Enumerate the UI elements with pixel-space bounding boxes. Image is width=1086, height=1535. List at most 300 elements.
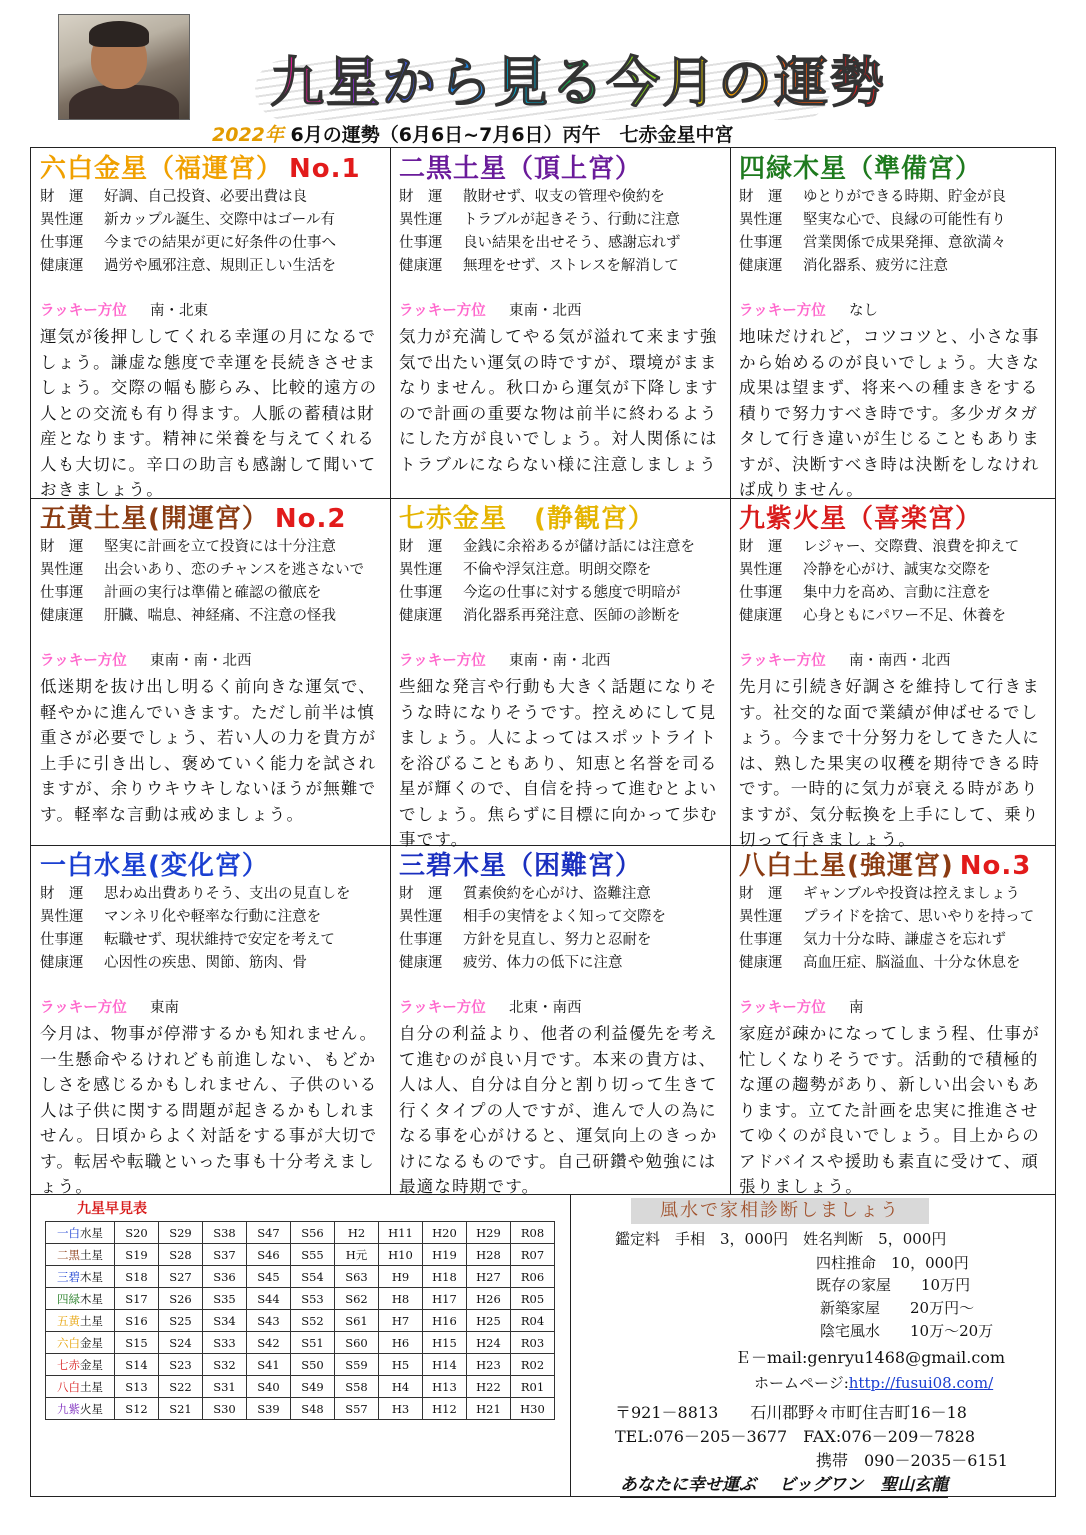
- table-row: [46, 1354, 555, 1376]
- lucky-direction: [739, 997, 1049, 1019]
- table-cell: H21: [467, 1398, 511, 1420]
- fortune-label: 健康運: [40, 258, 84, 274]
- fortune-label: 異性運: [40, 909, 84, 925]
- table-row: [46, 1266, 555, 1288]
- table-cell: H8: [379, 1288, 423, 1310]
- table-cell: S45: [247, 1266, 291, 1288]
- tel-fax: TEL:076－205－3677 FAX:076－209－7828: [615, 1427, 976, 1446]
- table-cell: S55: [291, 1244, 335, 1266]
- lucky-label: ラッキー方位: [399, 653, 486, 669]
- table-star-cell: [46, 1354, 115, 1376]
- table-cell: H24: [467, 1332, 511, 1354]
- fortune-shigoto: [40, 232, 382, 255]
- table-cell: H5: [379, 1354, 423, 1376]
- fortune-label: 財 運: [739, 189, 783, 205]
- author-photo: [58, 14, 190, 120]
- star-prefix: 五黄: [57, 1313, 80, 1328]
- table-cell: S15: [115, 1332, 159, 1354]
- fortune-value: 今までの結果が更に好条件の仕事へ: [104, 235, 336, 251]
- table-row: [46, 1398, 555, 1420]
- table-star-cell: [46, 1310, 115, 1332]
- table-cell: H15: [423, 1332, 467, 1354]
- fortune-label: 健康運: [739, 608, 783, 624]
- subtitle-year: 2022年: [212, 124, 284, 146]
- table-cell: S41: [247, 1354, 291, 1376]
- star-name: 五黄土星(開運宮）: [40, 504, 269, 534]
- table-cell: S63: [335, 1266, 379, 1288]
- fortune-label: 異性運: [40, 562, 84, 578]
- table-cell: S21: [159, 1398, 203, 1420]
- fortune-value: 消化器系再発注意、医師の診断を: [463, 608, 681, 624]
- fortune-label: 財 運: [399, 539, 443, 555]
- table-cell: S36: [203, 1266, 247, 1288]
- table-cell: H25: [467, 1310, 511, 1332]
- table-cell: H14: [423, 1354, 467, 1376]
- fortune-label: 異性運: [399, 212, 443, 228]
- table-cell: S28: [159, 1244, 203, 1266]
- fortune-text: 家庭が疎かになってしまう程、仕事が忙しくなりそうです。活動的で積極的な運の趨勢があり、新しい出会いもあります。立てた計画を忠実に推進させてゆくのが良いでしょう。目上からのアドバイスや援助も素直に受けて、頑張りましょう。: [739, 1024, 1040, 1196]
- fortune-isei: [399, 559, 722, 582]
- table-cell: H9: [379, 1266, 423, 1288]
- table-cell: H12: [423, 1398, 467, 1420]
- lucky-direction: [40, 997, 382, 1019]
- table-row: [46, 1310, 555, 1332]
- table-cell: R03: [511, 1332, 555, 1354]
- fortune-label: 仕事運: [40, 932, 84, 948]
- fortune-value: 疲労、体力の低下に注意: [463, 955, 623, 971]
- table-cell: S49: [291, 1376, 335, 1398]
- fortune-kenko: [40, 605, 382, 628]
- lucky-direction: [739, 300, 1049, 322]
- fortune-kenko: [399, 605, 722, 628]
- lucky-value: 東南・南・北西: [509, 653, 611, 669]
- lucky-value: 東南: [150, 1000, 179, 1016]
- table-cell: S40: [247, 1376, 291, 1398]
- fortune-isei: [739, 559, 1049, 582]
- fortune-value: 高血圧症、脳溢血、十分な休息を: [803, 955, 1021, 971]
- title-char: 九: [270, 51, 326, 114]
- lucky-direction: [40, 650, 382, 672]
- fortune-label: 仕事運: [739, 585, 783, 601]
- table-cell: S20: [115, 1222, 159, 1244]
- subtitle-text: 6月の運勢（6月6日~7月6日）丙午 七赤金星中宮: [290, 124, 734, 146]
- fortune-kenko: [739, 605, 1049, 628]
- table-cell: S52: [291, 1310, 335, 1332]
- fortune-cell: [730, 148, 1057, 498]
- table-cell: S17: [115, 1288, 159, 1310]
- fortune-cell: [390, 845, 730, 1196]
- star-suffix: 木星: [80, 1291, 103, 1306]
- fortune-value: 心身ともにパワー不足、休養を: [803, 608, 1006, 624]
- table-cell: S37: [203, 1244, 247, 1266]
- star-title: [40, 849, 382, 883]
- table-cell: H10: [379, 1244, 423, 1266]
- fortune-label: 財 運: [40, 539, 84, 555]
- fortune-label: 健康運: [399, 608, 443, 624]
- lucky-label: ラッキー方位: [739, 303, 826, 319]
- table-cell: H13: [423, 1376, 467, 1398]
- table-cell: H28: [467, 1244, 511, 1266]
- table-cell: S39: [247, 1398, 291, 1420]
- fortune-kenko: [399, 255, 722, 278]
- table-row: [46, 1376, 555, 1398]
- table-cell: S38: [203, 1222, 247, 1244]
- fortune-zai: [739, 536, 1049, 559]
- fortune-zai: [399, 883, 722, 906]
- star-title: [40, 152, 382, 186]
- fortune-label: 健康運: [399, 955, 443, 971]
- table-cell: S33: [203, 1332, 247, 1354]
- table-cell: S27: [159, 1266, 203, 1288]
- fortune-label: 財 運: [739, 886, 783, 902]
- fortune-zai: [739, 883, 1049, 906]
- table-cell: S31: [203, 1376, 247, 1398]
- fortune-label: 異性運: [40, 212, 84, 228]
- table-row: [46, 1244, 555, 1266]
- fortune-kenko: [40, 255, 382, 278]
- fortune-label: 異性運: [739, 212, 783, 228]
- table-cell: H6: [379, 1332, 423, 1354]
- subtitle: [212, 120, 932, 147]
- lucky-value: 東南・北西: [509, 303, 582, 319]
- fortune-label: 健康運: [739, 955, 783, 971]
- table-cell: H19: [423, 1244, 467, 1266]
- table-cell: S44: [247, 1288, 291, 1310]
- star-title: [739, 152, 1049, 186]
- table-cell: S46: [247, 1244, 291, 1266]
- fortune-value: 過労や風邪注意、規則正しい生活を: [104, 258, 336, 274]
- fortune-value: 堅実な心で、良縁の可能性有り: [803, 212, 1006, 228]
- fortune-label: 異性運: [399, 562, 443, 578]
- table-cell: S24: [159, 1332, 203, 1354]
- fortune-value: 気力十分な時、謙虚さを忘れず: [803, 932, 1006, 948]
- star-suffix: 木星: [80, 1269, 103, 1284]
- table-cell: S23: [159, 1354, 203, 1376]
- fortune-label: 健康運: [40, 955, 84, 971]
- fortune-label: 異性運: [739, 562, 783, 578]
- lucky-value: 南・南西・北西: [849, 653, 951, 669]
- table-cell: R05: [511, 1288, 555, 1310]
- homepage: [754, 1372, 993, 1393]
- table-cell: H22: [467, 1376, 511, 1398]
- signature: あなたに幸せ運ぶ ビッグワン 聖山玄龍: [620, 1470, 948, 1498]
- fortune-text: 些細な発言や行動も大きく話題になりそうな時になりそうです。控えめにして見ましょう。人によってはスポットライトを浴びることもあり、知恵と名誉を司る星が輝くので、自信を持って進むとよいでしょう。焦らずに目標に向かって歩む事です。: [399, 677, 718, 849]
- main-title: [270, 40, 886, 120]
- fee-line: 鑑定料 手相 3，000円 姓名判断 5，000円: [615, 1230, 947, 1248]
- address: 〒921－8813 石川郡野々市町住吉町16－18: [615, 1403, 967, 1422]
- star-title: [399, 152, 722, 186]
- lucky-label: ラッキー方位: [739, 653, 826, 669]
- fortune-cell: [390, 498, 730, 849]
- fee-shinchiku: 新築家屋 20万円〜: [820, 1299, 975, 1317]
- fortune-label: 財 運: [40, 886, 84, 902]
- homepage-label: ホームページ:: [754, 1374, 849, 1392]
- table-cell: R06: [511, 1266, 555, 1288]
- star-suffix: 火星: [80, 1401, 103, 1416]
- table-cell: S53: [291, 1288, 335, 1310]
- table-star-cell: [46, 1222, 115, 1244]
- fortune-text: 気力が充満してやる気が溢れて来ます強気で出たい運気の時ですが、環境がままなりません。秋口から運気が下降しますので計画の重要な物は前半に終わるようにした方が良いでしょう。対人関係にはトラブルにならない様に注意しましょう: [399, 327, 719, 474]
- table-cell: S57: [335, 1398, 379, 1420]
- star-suffix: 金星: [80, 1357, 103, 1372]
- fortune-label: 財 運: [399, 189, 443, 205]
- rank-badge: No.1: [289, 154, 361, 184]
- title-char: 勢: [830, 51, 886, 114]
- table-cell: H11: [379, 1222, 423, 1244]
- lucky-direction: [399, 997, 722, 1019]
- title-char: 月: [662, 51, 718, 114]
- table-star-cell: [46, 1244, 115, 1266]
- fortune-zai: [399, 186, 722, 209]
- fortune-value: 計画の実行は準備と確認の徹底を: [104, 585, 322, 601]
- star-suffix: 土星: [80, 1313, 103, 1328]
- table-cell: H30: [511, 1398, 555, 1420]
- table-cell: S26: [159, 1288, 203, 1310]
- lucky-direction: [399, 650, 722, 672]
- table-cell: H20: [423, 1222, 467, 1244]
- table-cell: S34: [203, 1310, 247, 1332]
- fortune-cell: [31, 845, 390, 1196]
- fortune-text: 運気が後押ししてくれる幸運の月になるでしょう。謙虚な態度で幸運を長続きさせましょう。交際の幅も膨らみ、比較的遠方の人との交流も有り得ます。人脈の蓄積は財産となります。精神に栄養を与えてくれる人も大切に。辛口の助言も感謝して聞いておきましょう。: [40, 327, 378, 499]
- fortune-text: 自分の利益より、他者の利益優先を考えて進むのが良い月です。本来の貴方は、人は人、自分は自分と割り切って生きて行くタイプの人ですが、進んで人の為になる事を心がけると、運気向上のきっかけになるものです。自己研鑽や勉強には最適な時期です。: [399, 1024, 718, 1196]
- fortune-cell: [31, 498, 390, 845]
- star-title: [399, 502, 722, 536]
- fortune-label: 仕事運: [40, 585, 84, 601]
- fortune-value: 出会いあり、恋のチャンスを逃さないで: [104, 562, 365, 578]
- lucky-label: ラッキー方位: [40, 303, 127, 319]
- fortune-value: 散財せず、収支の管理や倹約を: [463, 189, 665, 205]
- title-char: か: [382, 51, 438, 114]
- table-row: [46, 1288, 555, 1310]
- fortune-isei: [739, 906, 1049, 929]
- table-cell: R08: [511, 1222, 555, 1244]
- fortune-label: 仕事運: [399, 932, 443, 948]
- fortune-value: 集中力を高め、言動に注意を: [803, 585, 991, 601]
- fortune-value: 質素倹約を心がけ、盗難注意: [463, 886, 651, 902]
- title-char: る: [550, 51, 606, 114]
- star-suffix: 土星: [80, 1379, 103, 1394]
- fortune-label: 健康運: [739, 258, 783, 274]
- fortune-value: 肝臓、喘息、神経痛、不注意の怪我: [104, 608, 336, 624]
- star-name: 六白金星（福運宮）: [40, 154, 284, 184]
- fortune-shigoto: [399, 929, 722, 952]
- fortune-label: 異性運: [399, 909, 443, 925]
- fortune-isei: [739, 209, 1049, 232]
- fortune-value: 金銭に余裕あるが儲け話には注意を: [463, 539, 695, 555]
- email: Ｅ－mail:genryu1468@gmail.com: [735, 1348, 1006, 1367]
- fortune-value: トラブルが起きそう、行動に注意: [463, 212, 680, 228]
- table-cell: R04: [511, 1310, 555, 1332]
- fortune-value: 好調、自己投資、必要出費は良: [104, 189, 307, 205]
- table-cell: R01: [511, 1376, 555, 1398]
- star-suffix: 水星: [80, 1225, 103, 1240]
- fortune-label: 仕事運: [399, 235, 443, 251]
- quick-table: [45, 1221, 555, 1420]
- fortune-value: 思わぬ出費ありそう、支出の見直しを: [104, 886, 351, 902]
- table-cell: S16: [115, 1310, 159, 1332]
- star-suffix: 金星: [80, 1335, 103, 1350]
- lucky-value: なし: [849, 303, 878, 319]
- star-name: 七赤金星 (静観宮）: [399, 504, 655, 534]
- fortune-zai: [40, 536, 382, 559]
- fortune-value: ギャンブルや投資は控えましょう: [803, 886, 1020, 902]
- fortune-cell: [31, 148, 390, 498]
- fortune-value: 相手の実情をよく知って交際を: [463, 909, 666, 925]
- fortune-isei: [399, 906, 722, 929]
- title-char: 見: [494, 51, 550, 114]
- fortune-kenko: [40, 952, 382, 975]
- fortune-shigoto: [399, 582, 722, 605]
- fortune-value: レジャー、交際費、浪費を抑えて: [803, 539, 1020, 555]
- star-prefix: 六白: [57, 1335, 80, 1350]
- star-prefix: 九紫: [57, 1401, 80, 1416]
- lucky-value: 南・北東: [150, 303, 208, 319]
- fortune-zai: [739, 186, 1049, 209]
- fortune-zai: [40, 883, 382, 906]
- fee-kiso: 既存の家屋 10万円: [816, 1276, 971, 1294]
- table-cell: R02: [511, 1354, 555, 1376]
- fortune-value: 心因性の疾患、関節、筋肉、骨: [104, 955, 307, 971]
- table-cell: S42: [247, 1332, 291, 1354]
- fortune-cell: [730, 845, 1057, 1196]
- lucky-label: ラッキー方位: [399, 1000, 486, 1016]
- table-cell: S18: [115, 1266, 159, 1288]
- star-prefix: 七赤: [57, 1357, 80, 1372]
- fortune-value: ゆとりができる時期、貯金が良: [803, 189, 1006, 205]
- fortune-label: 仕事運: [399, 585, 443, 601]
- title-char: の: [718, 51, 774, 114]
- lucky-label: ラッキー方位: [40, 653, 127, 669]
- fortune-value: プライドを捨て、思いやりを持って: [803, 909, 1035, 925]
- table-cell: S29: [159, 1222, 203, 1244]
- quick-table-title: 九星早見表: [77, 1201, 147, 1217]
- homepage-link[interactable]: http://fusui08.com/: [848, 1374, 994, 1392]
- table-cell: H29: [467, 1222, 511, 1244]
- star-prefix: 二黒: [57, 1247, 80, 1262]
- mobile: 携帯 090－2035－6151: [816, 1451, 1008, 1470]
- table-cell: H27: [467, 1266, 511, 1288]
- fortune-isei: [40, 906, 382, 929]
- table-cell: S30: [203, 1398, 247, 1420]
- table-cell: H7: [379, 1310, 423, 1332]
- fortune-isei: [399, 209, 722, 232]
- table-cell: H17: [423, 1288, 467, 1310]
- table-cell: H16: [423, 1310, 467, 1332]
- lucky-direction: [739, 650, 1049, 672]
- table-cell: H4: [379, 1376, 423, 1398]
- fortune-value: 方針を見直し、努力と忍耐を: [463, 932, 652, 948]
- table-cell: H2: [335, 1222, 379, 1244]
- table-cell: H18: [423, 1266, 467, 1288]
- rank-badge: No.3: [959, 851, 1032, 881]
- fortune-value: 堅実に計画を立て投資には十分注意: [104, 539, 336, 555]
- lucky-value: 北東・南西: [509, 1000, 582, 1016]
- star-name: 四緑木星（準備宮）: [739, 154, 983, 184]
- fortune-shigoto: [739, 232, 1049, 255]
- lucky-label: ラッキー方位: [399, 303, 486, 319]
- table-star-cell: [46, 1332, 115, 1354]
- table-cell: S59: [335, 1354, 379, 1376]
- table-star-cell: [46, 1288, 115, 1310]
- fortune-isei: [40, 559, 382, 582]
- fortune-value: 今迄の仕事に対する態度で明暗が: [463, 585, 681, 601]
- fortune-label: 仕事運: [739, 235, 783, 251]
- fortune-value: 消化器系、疲労に注意: [803, 258, 948, 274]
- fortune-value: 不倫や浮気注意。明朗交際を: [463, 562, 652, 578]
- fengshui-title: 風水で家相診断しましょう: [631, 1198, 929, 1224]
- fortune-isei: [40, 209, 382, 232]
- fortune-zai: [40, 186, 382, 209]
- fortune-zai: [399, 536, 722, 559]
- table-cell: S60: [335, 1332, 379, 1354]
- table-star-cell: [46, 1376, 115, 1398]
- fortune-shigoto: [399, 232, 722, 255]
- star-prefix: 一白: [57, 1225, 80, 1240]
- table-cell: S48: [291, 1398, 335, 1420]
- fortune-kenko: [739, 255, 1049, 278]
- star-title: [739, 849, 1049, 883]
- table-cell: S61: [335, 1310, 379, 1332]
- table-cell: S51: [291, 1332, 335, 1354]
- table-cell: S54: [291, 1266, 335, 1288]
- star-name: 二黒土星（頂上宮）: [399, 154, 643, 184]
- fortune-kenko: [399, 952, 722, 975]
- table-cell: S22: [159, 1376, 203, 1398]
- fortune-label: 仕事運: [40, 235, 84, 251]
- fortune-value: 新カップル誕生、交際中はゴール有: [104, 212, 335, 228]
- star-title: [399, 849, 722, 883]
- table-cell: S35: [203, 1288, 247, 1310]
- table-cell: S47: [247, 1222, 291, 1244]
- star-name: 九紫火星（喜楽宮）: [739, 504, 983, 534]
- star-name: 三碧木星（困難宮）: [399, 851, 643, 881]
- table-cell: H26: [467, 1288, 511, 1310]
- fortune-label: 健康運: [399, 258, 443, 274]
- fortune-cell: [390, 148, 730, 498]
- table-cell: S13: [115, 1376, 159, 1398]
- table-cell: S50: [291, 1354, 335, 1376]
- table-cell: S32: [203, 1354, 247, 1376]
- table-cell: S43: [247, 1310, 291, 1332]
- fortune-kenko: [739, 952, 1049, 975]
- lucky-label: ラッキー方位: [739, 1000, 826, 1016]
- title-char: 今: [606, 51, 662, 114]
- fee-shichu: 四柱推命 10，000円: [816, 1254, 969, 1272]
- lucky-direction: [40, 300, 382, 322]
- star-name: 八白土星(強運宮): [739, 851, 954, 881]
- fortune-value: 無理をせず、ストレスを解消して: [463, 258, 679, 274]
- fortune-text: 地味だけれど，コツコツと、小さな事から始めるのが良いでしょう。大きな成果は望まず、将来への種まきをする積りで努力すべき時です。多少ガタガタして行き違いが生じることもありますが、決断すべき時は決断をしなければ成りません。: [739, 327, 1040, 499]
- fortune-label: 財 運: [399, 886, 443, 902]
- fortune-label: 健康運: [40, 608, 84, 624]
- fortune-shigoto: [40, 582, 382, 605]
- table-star-cell: [46, 1266, 115, 1288]
- fortune-grid: [30, 147, 1056, 1195]
- table-cell: S58: [335, 1376, 379, 1398]
- star-title: [739, 502, 1049, 536]
- rank-badge: No.2: [274, 504, 347, 534]
- table-cell: H23: [467, 1354, 511, 1376]
- table-cell: H元: [335, 1244, 379, 1266]
- lucky-direction: [399, 300, 722, 322]
- table-cell: S19: [115, 1244, 159, 1266]
- fortune-label: 財 運: [40, 189, 84, 205]
- fortune-label: 仕事運: [739, 932, 783, 948]
- table-cell: S14: [115, 1354, 159, 1376]
- fortune-text: 先月に引続き好調さを維持して行きます。社交的な面で業績が伸ばせるでしょう。今まで十分努力をしてきた人には、熟した果実の収穫を期待できる時です。一時的に気力が衰える時がありますが、気分転換を上手にして、乗り切って行きましょう。: [739, 677, 1040, 849]
- fortune-shigoto: [739, 582, 1049, 605]
- table-star-cell: [46, 1398, 115, 1420]
